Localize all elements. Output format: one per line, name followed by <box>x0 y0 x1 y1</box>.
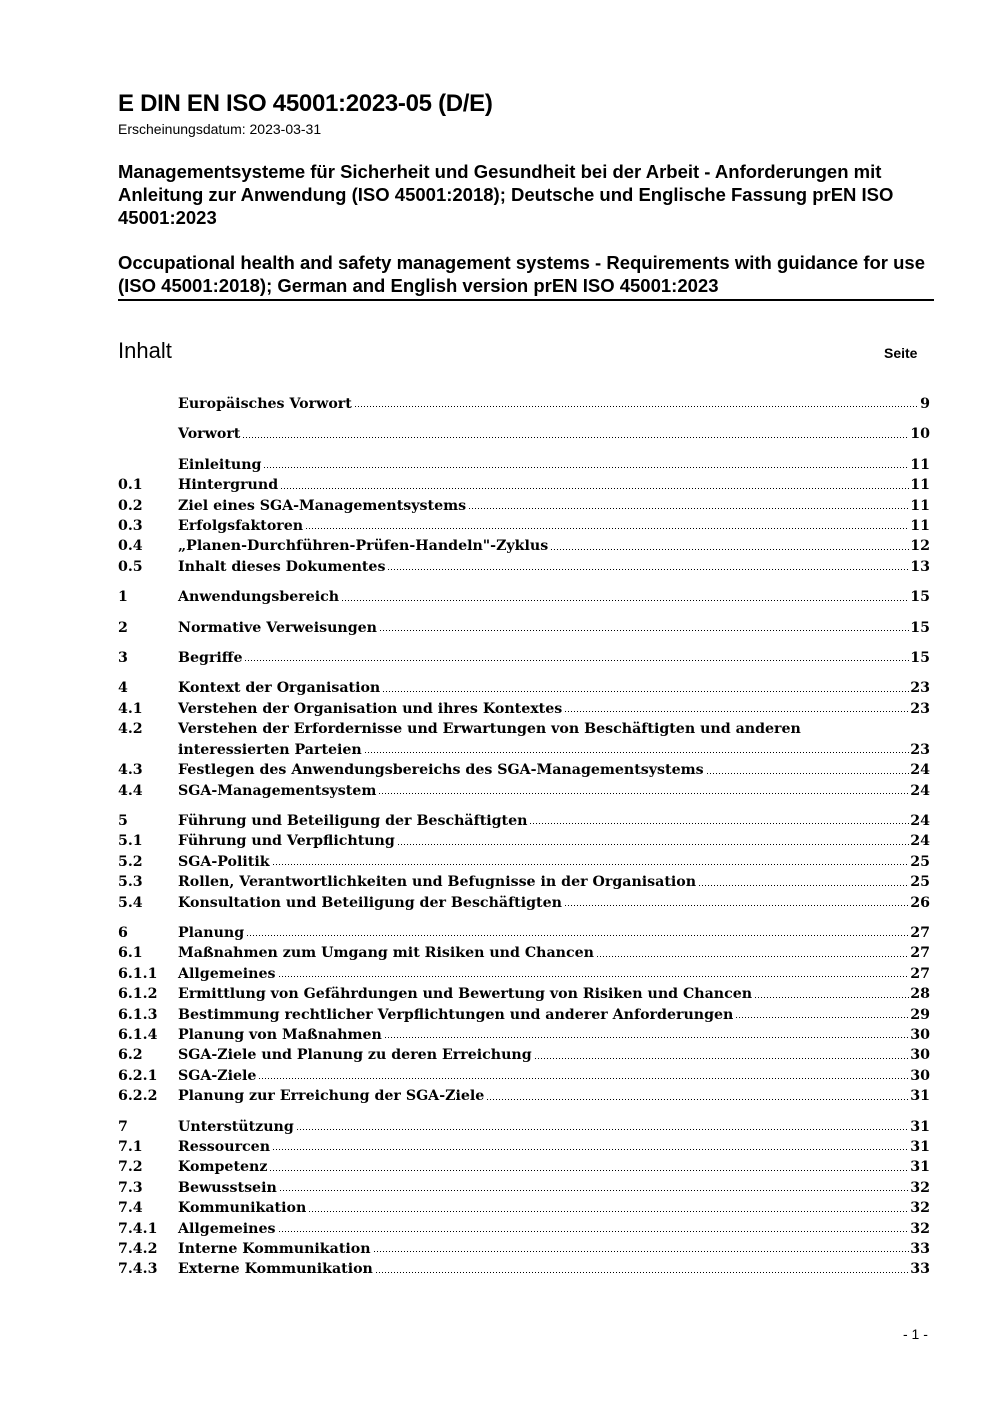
toc-entry-title: SGA-Ziele und Planung zu deren Erreichung <box>178 1047 532 1064</box>
toc-entry-title: Interne Kommunikation <box>178 1241 371 1258</box>
toc-leader-dots <box>387 568 909 572</box>
toc-leader-dots <box>278 975 910 979</box>
toc-leader-dots <box>258 1077 909 1081</box>
toc-entry[interactable] <box>118 1005 930 1025</box>
toc-leader-dots <box>378 792 909 796</box>
toc-leader-dots <box>550 548 909 552</box>
toc-entry-page: 30 <box>910 1047 930 1064</box>
toc-entry[interactable] <box>118 893 930 913</box>
toc-entry-title: Konsultation und Beteiligung der Beschäftigten <box>178 894 562 911</box>
toc-leader-dots <box>278 1230 910 1234</box>
toc-entry-page: 31 <box>910 1159 930 1176</box>
toc-entry[interactable] <box>118 984 930 1004</box>
toc-entry-page: 24 <box>910 782 930 799</box>
toc-leader-dots <box>534 1057 910 1061</box>
toc-entry-title: Externe Kommunikation <box>178 1261 373 1278</box>
toc-leader-dots <box>564 904 909 908</box>
toc-leader-dots <box>735 1016 909 1020</box>
toc-entry-number: 5.4 <box>118 894 143 911</box>
toc-entry-title: Führung und Verpflichtung <box>178 833 395 850</box>
toc-entry[interactable] <box>118 1157 930 1177</box>
toc-leader-dots <box>706 772 910 776</box>
toc-leader-dots <box>364 751 909 755</box>
toc-leader-dots <box>272 863 910 867</box>
toc-leader-dots <box>242 436 909 440</box>
toc-entry-number: 0.2 <box>118 497 143 514</box>
toc-leader-dots <box>379 629 909 633</box>
toc-entry[interactable] <box>118 1086 930 1106</box>
toc-entry-number: 3 <box>118 650 128 667</box>
toc-entry-title: SGA-Politik <box>178 853 270 870</box>
toc-entry-number: 7 <box>118 1118 128 1135</box>
toc-entry-page: 11 <box>910 456 930 473</box>
toc-leader-dots <box>305 527 909 531</box>
toc-entry-number: 7.4.1 <box>118 1220 158 1237</box>
title-german: Managementsysteme für Sicherheit und Gesundheit bei der Arbeit - Anforderungen mit Anleitung zur Anwendung (ISO 45001:2018); Deutsche und Englische Fassung prEN ISO 45001:2023 <box>118 161 894 228</box>
toc-entry-title: Inhalt dieses Dokumentes <box>178 558 386 575</box>
toc-leader-dots <box>308 1210 909 1214</box>
toc-leader-dots <box>272 1148 909 1152</box>
toc-entry[interactable] <box>118 475 930 495</box>
toc-leader-dots <box>280 487 909 491</box>
toc-entry-number: 6.1.4 <box>118 1026 158 1043</box>
toc-leader-dots <box>341 599 909 603</box>
toc-entry-title-continued: interessierten Parteien <box>178 741 362 758</box>
toc-leader-dots <box>244 659 909 663</box>
toc-entry[interactable] <box>118 964 930 984</box>
toc-entry-page: 24 <box>910 812 930 829</box>
toc-entry-number: 6.1 <box>118 945 143 962</box>
toc-entry-title: Bewusstsein <box>178 1179 277 1196</box>
toc-entry-page: 25 <box>910 853 930 870</box>
toc-leader-dots <box>397 843 909 847</box>
toc-entry-page: 27 <box>910 945 930 962</box>
toc-leader-dots <box>263 466 909 470</box>
toc-entry-number: 0.5 <box>118 558 143 575</box>
toc-entry-number: 7.4.3 <box>118 1261 158 1278</box>
toc-entry-title: Ermittlung von Gefährdungen und Bewertung von Risiken und Chancen <box>178 986 753 1003</box>
toc-entry[interactable] <box>118 852 930 872</box>
toc-entry-title: Allgemeines <box>178 1220 276 1237</box>
toc-entry-title: Kommunikation <box>178 1200 307 1217</box>
toc-entry-title: Führung und Beteiligung der Beschäftigten <box>178 812 528 829</box>
toc-entry-page: 30 <box>910 1026 930 1043</box>
toc-entry-page: 23 <box>910 680 930 697</box>
toc-entry-number: 5 <box>118 812 128 829</box>
toc-entry-page: 11 <box>910 497 930 514</box>
toc-entry-number: 7.3 <box>118 1179 143 1196</box>
toc-entry-number: 4.4 <box>118 782 143 799</box>
toc-entry[interactable] <box>118 394 930 414</box>
toc-entry[interactable] <box>118 557 930 577</box>
toc-leader-dots <box>354 405 919 409</box>
toc-entry-title: Allgemeines <box>178 965 276 982</box>
toc-leader-dots <box>375 1271 909 1275</box>
toc-entry[interactable] <box>118 1137 930 1157</box>
toc-entry-title: Hintergrund <box>178 477 279 494</box>
toc-entry-page: 9 <box>920 396 930 412</box>
toc-entry-number: 0.1 <box>118 477 143 494</box>
toc-entry-title: Erfolgsfaktoren <box>178 518 304 535</box>
toc-entry[interactable] <box>118 943 930 963</box>
toc-entry-title: Unterstützung <box>178 1118 294 1135</box>
toc-page-column-label: Seite <box>884 345 918 361</box>
toc-entry[interactable] <box>118 536 930 556</box>
toc-entry[interactable] <box>118 1066 930 1086</box>
toc-entry[interactable] <box>118 781 930 801</box>
toc-leader-dots <box>279 1189 909 1193</box>
toc-entry-page: 15 <box>910 589 930 606</box>
toc-entry-page: 32 <box>910 1220 930 1237</box>
toc-entry-page: 28 <box>910 986 930 1003</box>
toc-entry-page: 13 <box>910 558 930 575</box>
toc-entry-number: 5.3 <box>118 874 143 891</box>
toc-leader-dots <box>468 507 909 511</box>
toc-entry-title: Kontext der Organisation <box>178 680 381 697</box>
toc-entry-page: 11 <box>910 518 930 535</box>
toc-entry-title: Festlegen des Anwendungsbereichs des SGA-Managementsystems <box>178 762 704 779</box>
toc-entry-number: 7.1 <box>118 1139 143 1155</box>
publication-date: Erscheinungsdatum: 2023-03-31 <box>118 121 322 137</box>
toc-entry-number: 4.3 <box>118 762 143 779</box>
toc-entry-title: Planung von Maßnahmen <box>178 1026 382 1043</box>
toc-entry[interactable] <box>118 1259 930 1279</box>
toc-entry-number: 7.2 <box>118 1159 143 1176</box>
toc-entry-title: Rollen, Verantwortlichkeiten und Befugnisse in der Organisation <box>178 874 697 891</box>
toc-entry[interactable] <box>118 1198 930 1218</box>
page-number: - 1 - <box>903 1326 928 1342</box>
toc-entry-page: 11 <box>910 477 930 494</box>
toc-entry-page: 24 <box>910 833 930 850</box>
toc-entry-title: Verstehen der Organisation und ihres Kontextes <box>178 700 563 717</box>
toc-entry[interactable] <box>118 587 930 607</box>
toc-entry[interactable] <box>118 496 930 516</box>
toc-entry-title: SGA-Managementsystem <box>178 782 377 799</box>
toc-leader-dots <box>246 934 909 938</box>
toc-entry-title: Kompetenz <box>178 1159 268 1176</box>
toc-entry[interactable] <box>118 811 930 831</box>
toc-entry-title: Verstehen der Erfordernisse und Erwartungen von Beschäftigten und anderen <box>178 721 801 738</box>
toc-leader-dots <box>564 710 909 714</box>
toc-entry-number: 5.2 <box>118 853 143 870</box>
toc-entry-page: 29 <box>910 1006 930 1023</box>
toc-entry-title: Ziel eines SGA-Managementsystems <box>178 497 467 514</box>
toc-entry[interactable] <box>118 516 930 536</box>
toc-entry-number: 5.1 <box>118 833 143 850</box>
toc-entry-page: 15 <box>910 650 930 667</box>
title-english: Occupational health and safety management systems - Requirements with guidance for use (ISO 45001:2018); German and English version prEN ISO 45001:2023 <box>118 251 934 301</box>
toc-entry[interactable] <box>118 1219 930 1239</box>
toc-entry[interactable] <box>118 1025 930 1045</box>
toc-entry[interactable] <box>118 1117 930 1137</box>
toc-entry-title: Ressourcen <box>178 1139 271 1155</box>
toc-entry-number: 2 <box>118 619 128 636</box>
toc-entry-number: 6.1.3 <box>118 1006 158 1023</box>
toc-entry[interactable] <box>118 831 930 851</box>
toc-entry[interactable] <box>118 1045 930 1065</box>
toc-entry-page: 33 <box>910 1241 930 1258</box>
toc-entry-number: 0.3 <box>118 518 143 535</box>
toc-entry[interactable] <box>118 618 930 638</box>
toc-leader-dots <box>698 884 909 888</box>
toc-entry-number: 4.2 <box>118 721 143 738</box>
toc-entry[interactable] <box>118 648 930 668</box>
toc-entry-number: 6.2 <box>118 1047 143 1064</box>
toc-entry-number: 4 <box>118 680 128 697</box>
toc-leader-dots <box>382 690 909 694</box>
toc-entry-page: 12 <box>910 538 930 555</box>
toc-leader-dots <box>754 996 909 1000</box>
toc-entry-number: 7.4 <box>118 1200 143 1217</box>
toc-entry-title: Maßnahmen zum Umgang mit Risiken und Chancen <box>178 945 594 962</box>
toc-entry-page: 23 <box>910 700 930 717</box>
table-of-contents <box>118 394 930 1280</box>
toc-entry-page: 31 <box>910 1118 930 1135</box>
toc-entry-title: Planung zur Erreichung der SGA-Ziele <box>178 1088 485 1105</box>
toc-entry-page: 25 <box>910 874 930 891</box>
toc-entry[interactable] <box>118 923 930 943</box>
toc-entry-number: 0.4 <box>118 538 143 555</box>
document-id: E DIN EN ISO 45001:2023-05 (D/E) <box>118 90 493 117</box>
toc-entry-title: Einleitung <box>178 456 262 473</box>
toc-entry-page: 24 <box>910 762 930 779</box>
toc-entry-page: 10 <box>910 426 930 443</box>
toc-entry-number: 6.2.1 <box>118 1067 158 1084</box>
toc-entry-title: Anwendungsbereich <box>178 589 340 606</box>
toc-entry[interactable] <box>118 1239 930 1259</box>
toc-entry-number: 1 <box>118 589 128 606</box>
toc-entry[interactable] <box>118 699 930 719</box>
toc-entry-number: 6.1.2 <box>118 986 158 1003</box>
toc-entry-page: 27 <box>910 924 930 941</box>
toc-entry[interactable] <box>118 424 930 444</box>
toc-entry-title: Bestimmung rechtlicher Verpflichtungen und anderer Anforderungen <box>178 1006 734 1023</box>
toc-entry-title: Begriffe <box>178 650 243 667</box>
toc-heading: Inhalt <box>118 338 172 363</box>
toc-entry-title: Vorwort <box>178 426 241 443</box>
toc-entry[interactable] <box>118 872 930 892</box>
toc-leader-dots <box>269 1169 909 1173</box>
toc-leader-dots <box>596 955 909 959</box>
toc-entry-page: 30 <box>910 1067 930 1084</box>
toc-entry[interactable] <box>118 678 930 698</box>
toc-entry-number: 6.2.2 <box>118 1088 158 1105</box>
toc-entry-page: 31 <box>910 1088 930 1105</box>
toc-leader-dots <box>529 822 909 826</box>
toc-entry-page: 33 <box>910 1261 930 1278</box>
toc-leader-dots <box>296 1128 909 1132</box>
toc-entry-page: 23 <box>910 741 930 758</box>
toc-entry-title: Normative Verweisungen <box>178 619 377 636</box>
toc-entry-title: Europäisches Vorwort <box>178 396 352 412</box>
toc-entry[interactable] <box>118 760 930 780</box>
toc-entry-title: Planung <box>178 924 245 941</box>
toc-entry-page: 32 <box>910 1179 930 1196</box>
toc-entry-title: „Planen-Durchführen-Prüfen-Handeln"-Zyklus <box>178 538 549 555</box>
toc-entry-page: 32 <box>910 1200 930 1217</box>
toc-entry[interactable] <box>118 719 930 760</box>
toc-entry[interactable] <box>118 1178 930 1198</box>
toc-leader-dots <box>486 1098 909 1102</box>
toc-leader-dots <box>373 1250 910 1254</box>
toc-entry-page: 31 <box>910 1139 930 1155</box>
toc-entry-page: 27 <box>910 965 930 982</box>
toc-entry-number: 6.1.1 <box>118 965 158 982</box>
toc-entry-number: 4.1 <box>118 700 143 717</box>
toc-entry-page: 15 <box>910 619 930 636</box>
toc-entry-number: 7.4.2 <box>118 1241 158 1258</box>
toc-entry-page: 26 <box>910 894 930 911</box>
toc-entry-title: SGA-Ziele <box>178 1067 257 1084</box>
toc-entry-number: 6 <box>118 924 128 941</box>
toc-entry[interactable] <box>118 455 930 475</box>
toc-leader-dots <box>384 1036 909 1040</box>
